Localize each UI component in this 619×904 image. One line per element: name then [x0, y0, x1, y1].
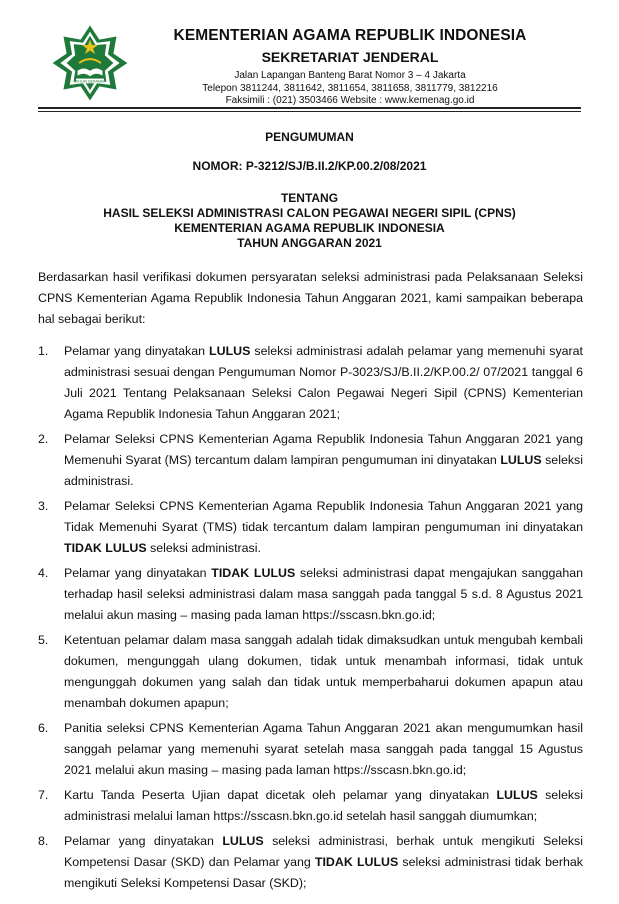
list-item: 2. Pelamar Seleksi CPNS Kementerian Agama Republik Indonesia Tahun Anggaran 2021 yang Memenuhi Syarat (MS) tercantum dalam lampiran pengumuman ini dinyatakan LULUS seleksi administrasi. — [38, 432, 583, 488]
list-item: 3. Pelamar Seleksi CPNS Kementerian Agama Republik Indonesia Tahun Anggaran 2021 yang Tidak Memenuhi Syarat (TMS) tidak tercantum dalam lampiran pengumuman ini dinyatakan TIDAK LULUS seleksi administrasi. — [38, 499, 583, 555]
svg-text:IKHLAS BERAMAL: IKHLAS BERAMAL — [74, 79, 106, 84]
letterhead-rule-thick — [38, 107, 581, 109]
fax-website-line: Faksimili : (021) 3503466 Website : www.kemenag.go.id — [225, 95, 475, 106]
kemenag-logo-icon — [51, 24, 129, 102]
announcement-heading: PENGUMUMAN — [265, 130, 354, 144]
subject-line-3: TAHUN ANGGARAN 2021 — [237, 236, 382, 250]
ministry-name: KEMENTERIAN AGAMA REPUBLIK INDONESIA — [173, 27, 527, 44]
letterhead-rule-thin — [38, 111, 581, 112]
letterhead — [150, 26, 550, 108]
list-item: 6. Panitia seleksi CPNS Kementerian Agama Tahun Anggaran 2021 akan mengumumkan hasil sanggah pelamar yang memenuhi syarat setelah masa sanggah pada tanggal 15 Agustus 2021 melalui akun masing – masing pada laman https://sscasn.bkn.go.id; — [38, 721, 583, 777]
announcement-number: NOMOR: P-3212/SJ/B.II.2/KP.00.2/08/2021 — [192, 159, 427, 173]
announcement-list — [38, 341, 583, 898]
list-item: 1. Pelamar yang dinyatakan LULUS seleksi administrasi adalah pelamar yang memenuhi syarat administrasi sesuai dengan Pengumuman Nomor P-3023/SJ/B.II.2/KP.00.2/ 07/2021 tanggal 6 Juli 2021 Tentang Pelaksanaan Seleksi Calon Pegawai Negeri Sipil (CPNS) Kementerian Agama Republik Indonesia Tahun Anggaran 2021; — [38, 344, 583, 421]
tentang-label: TENTANG — [280, 191, 339, 205]
subject-line-2: KEMENTERIAN AGAMA REPUBLIK INDONESIA — [174, 221, 445, 235]
list-item: 4. Pelamar yang dinyatakan TIDAK LULUS seleksi administrasi dapat mengajukan sanggahan terhadap hasil seleksi administrasi dalam masa sanggah pada tanggal 5 s.d. 8 Agustus 2021 melalui akun masing – masing pada laman https://sscasn.bkn.go.id; — [38, 566, 583, 622]
subject-line-1: HASIL SELEKSI ADMINISTRASI CALON PEGAWAI NEGERI SIPIL (CPNS) — [103, 206, 516, 220]
phone-line: Telepon 3811244, 3811642, 3811654, 3811658, 3811779, 3812216 — [202, 82, 498, 94]
address-line: Jalan Lapangan Banteng Barat Nomor 3 – 4 Jakarta — [234, 70, 466, 81]
intro-paragraph: Berdasarkan hasil verifikasi dokumen persyaratan seleksi administrasi pada Pelaksanaan Seleksi CPNS Kementerian Agama Republik Indonesia Tahun Anggaran 2021, kami sampaikan beberapa hal sebagai berikut: — [38, 270, 583, 326]
secretariat-name: SEKRETARIAT JENDERAL — [261, 49, 439, 65]
list-item: 7. Kartu Tanda Peserta Ujian dapat dicetak oleh pelamar yang dinyatakan LULUS seleksi administrasi melalui laman https://sscasn.bkn.go.id setelah hasil sanggah diumumkan; — [38, 788, 583, 823]
list-item: 5. Ketentuan pelamar dalam masa sanggah adalah tidak dimaksudkan untuk mengubah kembali dokumen, mengunggah ulang dokumen, tidak untuk menambah informasi, tidak untuk mengunggah dokumen yang salah dan tidak untuk memperbaharui dokumen apapun atau menambah dokumen apapun; — [38, 633, 583, 710]
list-item: 8. Pelamar yang dinyatakan LULUS seleksi administrasi, berhak untuk mengikuti Seleksi Kompetensi Dasar (SKD) dan Pelamar yang TIDAK LULUS seleksi administrasi tidak berhak mengikuti Seleksi Kompetensi Dasar (SKD); — [38, 834, 583, 890]
announcement-subject — [0, 191, 619, 251]
